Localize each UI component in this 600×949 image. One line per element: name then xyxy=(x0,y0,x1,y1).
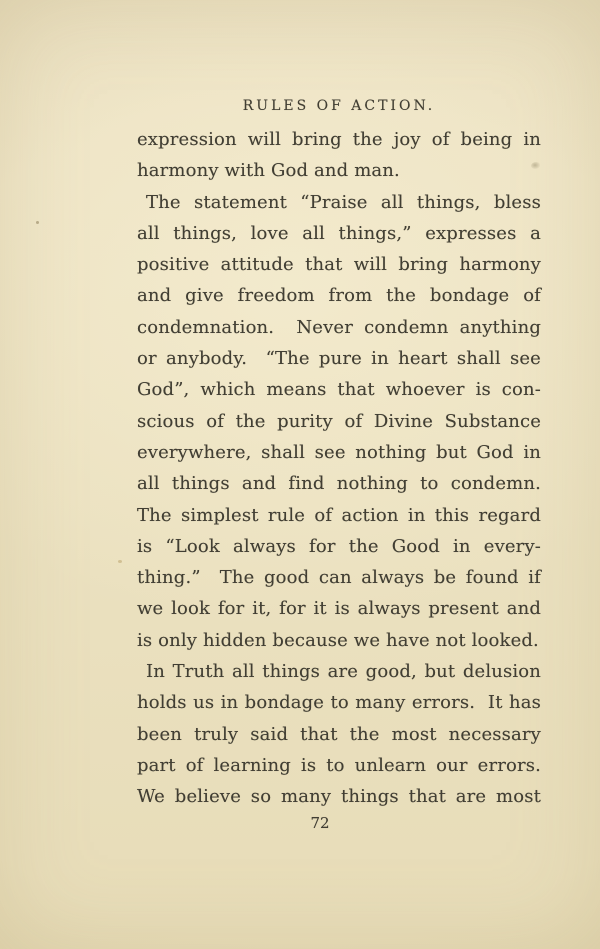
paper-speck xyxy=(118,560,122,563)
text-line: we look for it, for it is always present and xyxy=(137,598,541,620)
text-line: God”, which means that whoever is con- xyxy=(137,379,541,401)
text-line: expression will bring the joy of being in xyxy=(137,129,541,150)
text-line: all things, love all things,” expresses a xyxy=(137,222,541,244)
text-line: thing.” The good can always be found if xyxy=(137,567,541,589)
text-line: We believe so many things that are most xyxy=(137,786,541,808)
text-line: been truly said that the most necessary xyxy=(137,723,541,745)
text-line: all things and find nothing to condemn. xyxy=(137,473,541,495)
text-line: part of learning is to unlearn our errors. xyxy=(137,754,541,776)
text-line: everywhere, shall see nothing but God in xyxy=(137,441,541,463)
text-line: or anybody. “The pure in heart shall see xyxy=(137,348,541,370)
text-line: and give freedom from the bondage of xyxy=(137,285,541,307)
page-number: 72 xyxy=(310,814,330,832)
text-block xyxy=(137,124,541,813)
text-line: The simplest rule of action in this regard xyxy=(137,504,541,526)
text-line: scious of the purity of Divine Substance xyxy=(137,410,541,432)
text-line: In Truth all things are good, but delusion xyxy=(146,661,541,683)
running-head: RULES OF ACTION. xyxy=(242,98,436,114)
paper-speck xyxy=(36,221,39,224)
text-line: is only hidden because we have not looked. xyxy=(137,629,539,651)
text-line: positive attitude that will bring harmony xyxy=(137,254,541,276)
text-line: is “Look always for the Good in every- xyxy=(137,535,541,557)
text-line: harmony with God and man. xyxy=(137,160,400,182)
text-line: condemnation. Never condemn anything xyxy=(137,316,541,338)
text-line: holds us in bondage to many errors. It has xyxy=(137,692,541,714)
text-line: The statement “Praise all things, bless xyxy=(146,191,541,213)
